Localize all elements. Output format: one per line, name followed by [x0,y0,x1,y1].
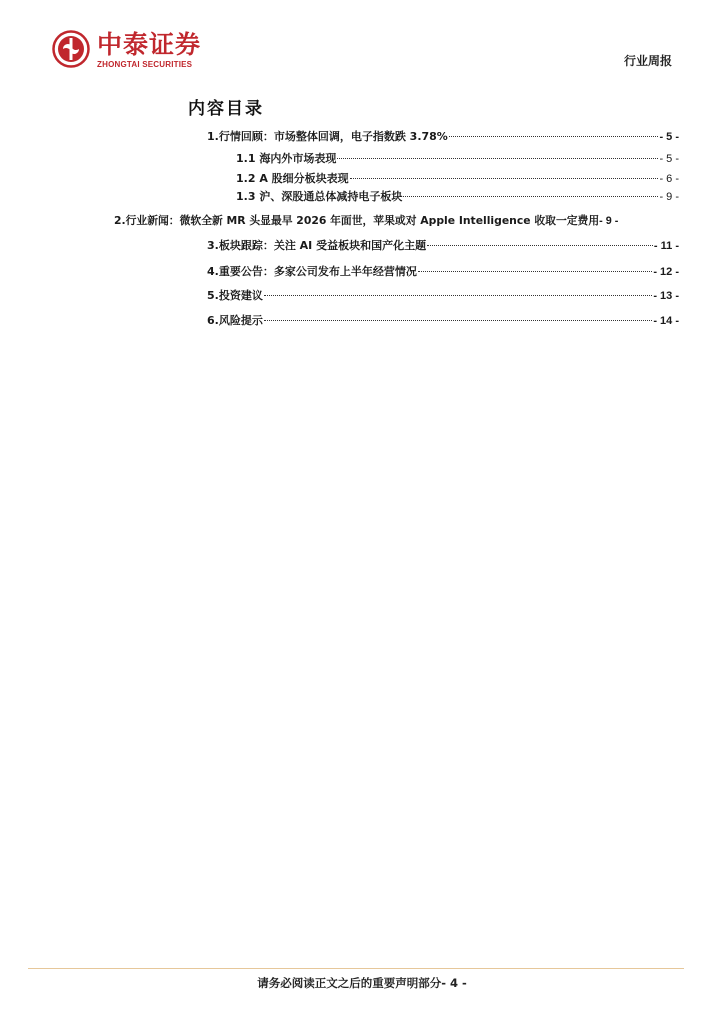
footer-disclaimer: 请务必阅读正文之后的重要声明部分 [257,976,442,990]
toc-entry-page: - 14 - [653,315,679,327]
footer [0,975,724,991]
toc-title: 内容目录 [188,99,264,119]
toc-entry[interactable] [236,188,679,204]
toc-entry-page: - 11 - [653,240,679,252]
toc-entry[interactable] [207,237,679,253]
toc-leader-dots [449,135,659,137]
toc-entry-text: 1.行情回顾：市场整体回调，电子指数跌 3.78% [207,130,448,143]
report-type-label: 行业周报 [623,54,672,68]
toc-leader-dots [264,294,652,296]
toc-entry-page: - 6 - [659,173,679,185]
toc-entry[interactable] [207,128,679,144]
toc-entry[interactable] [207,312,679,328]
toc-entry-text: 3.板块跟踪：关注 AI 受益板块和国产化主题 [207,239,427,252]
toc-leader-dots [337,157,658,159]
toc-entry[interactable] [236,170,679,186]
toc-entry-text: 1.3 沪、深股通总体减持电子板块 [236,190,403,203]
toc-leader-dots [418,270,652,272]
toc-entry-text: 4.重要公告：多家公司发布上半年经营情况 [207,265,417,278]
toc-entry-text: 6.风险提示 [207,314,263,327]
toc-leader-dots [427,244,653,246]
toc-leader-dots [403,195,658,197]
toc-entry-page: - 12 - [653,266,679,278]
logo-english-name: ZHONGTAI SECURITIES [97,60,193,69]
toc-entry-page: - 13 - [653,290,679,302]
toc-leader-dots [264,319,652,321]
toc-entry-text: 1.2 A 股细分板块表现 [236,172,349,185]
toc-leader-dots [350,177,659,179]
toc-entry[interactable] [207,263,679,279]
toc-entry-page: - 5 - [659,153,679,165]
toc-entry-text: 2.行业新闻：微软全新 MR 头显最早 2026 年面世，苹果或对 Apple Intelligence 收取一定费用 [114,214,600,227]
toc-entry[interactable] [236,150,679,166]
toc-entry-page: - 5 - [659,131,679,143]
logo-chinese-name: 中泰证券 [97,30,202,59]
company-logo [52,30,222,70]
zhongtai-logo-icon [52,30,90,68]
toc-entry-page: - 9 - [599,215,619,227]
toc-entry-page: - 9 - [659,191,679,203]
toc-entry[interactable] [207,287,679,303]
footer-page-number: - 4 - [441,976,467,990]
footer-divider [28,968,684,969]
toc-entry-text: 1.1 海内外市场表现 [236,152,337,165]
toc-entry[interactable] [114,213,679,229]
toc-entry-text: 5.投资建议 [207,289,263,302]
